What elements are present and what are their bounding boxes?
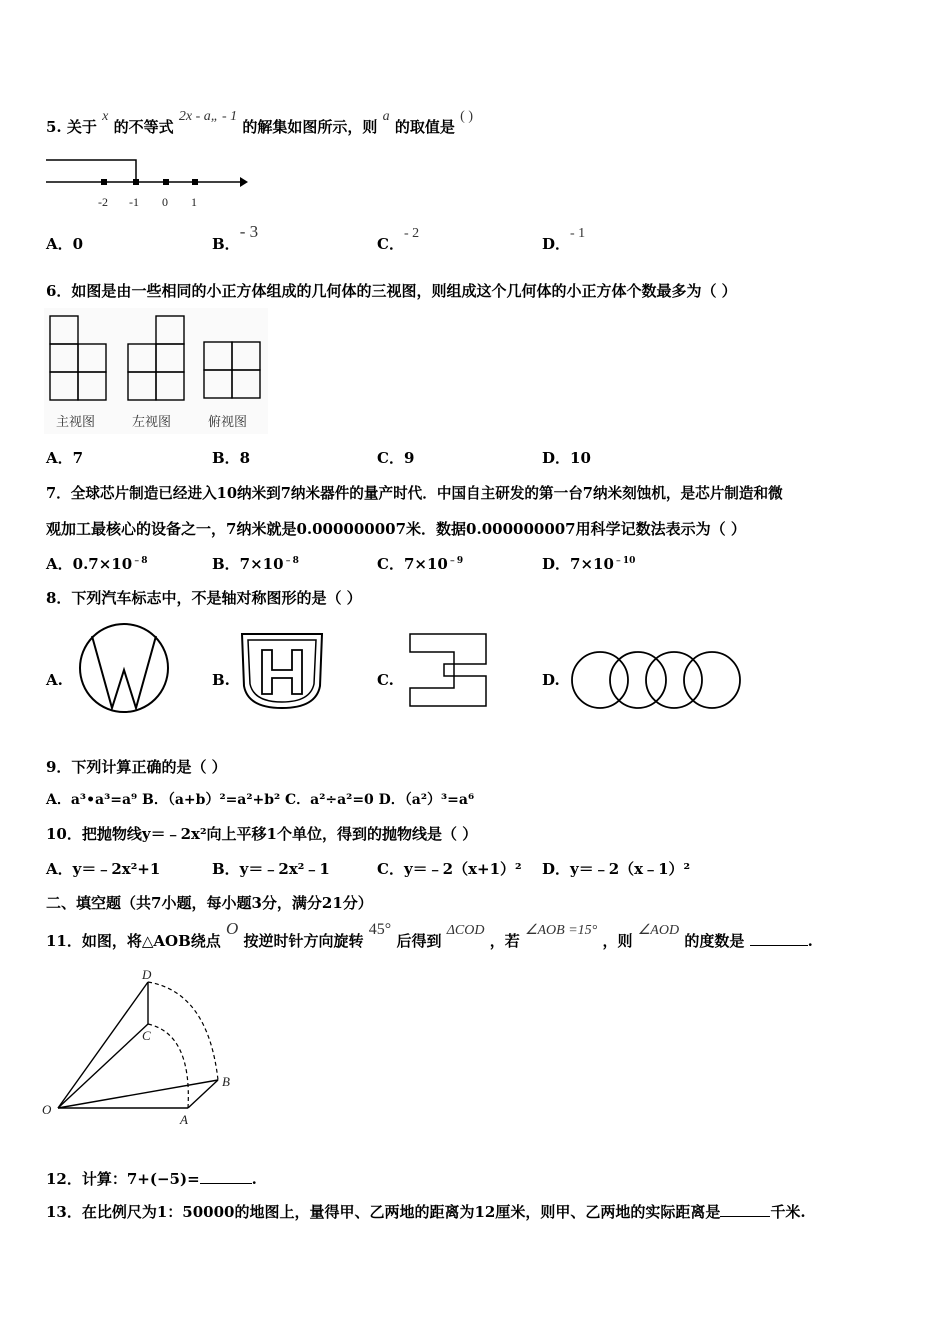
q13-answer-blank[interactable] xyxy=(720,1202,770,1217)
q5-text-3: 的解集如图所示，则 xyxy=(242,118,378,136)
tick-mark xyxy=(101,179,107,185)
q8-stem: 8．下列汽车标志中，不是轴对称图形的是（ ） xyxy=(46,589,362,607)
q11-angle-aod: ∠AOD xyxy=(637,923,680,938)
segment-od xyxy=(58,982,148,1108)
tick-mark xyxy=(163,179,169,185)
front-view-caption: 主视图 xyxy=(56,415,96,430)
q5-number-line xyxy=(44,150,250,214)
q9-stem: 9．下列计算正确的是（ ） xyxy=(46,758,227,776)
q7-stem-line2: 观加工最核心的设备之一，7纳米就是0.000000007米．数据0.000000007用科学记数法表示为（ ） xyxy=(46,520,746,538)
top-view-caption: 俯视图 xyxy=(208,415,248,430)
shape-c-logo-icon xyxy=(406,630,490,710)
q6-stem: 6．如图是由一些相同的小正方体组成的几何体的三视图，则组成这个几何体的小正方体个数最多为（ ） xyxy=(46,282,737,300)
q5-number: 5. xyxy=(46,118,62,136)
q11-answer-blank[interactable] xyxy=(750,931,808,946)
tick-mark xyxy=(192,179,198,185)
q5-text-2: 的不等式 xyxy=(113,118,174,136)
q8-option-a[interactable]: A. xyxy=(46,671,63,689)
q7-stem-line1: 7．全球芯片制造已经进入10纳米到7纳米器件的量产时代．中国自主研发的第一台7纳米刻蚀机，是芯片制造和微 xyxy=(46,485,783,502)
q10-option-c[interactable]: C．y＝﹣2（x+1）² xyxy=(377,860,522,878)
number-line-arrow xyxy=(240,177,248,187)
tick-label: -2 xyxy=(98,195,108,209)
label-o: O xyxy=(42,1102,52,1117)
label-c: C xyxy=(142,1028,151,1043)
q12-answer-blank[interactable] xyxy=(200,1169,252,1184)
arc-ca xyxy=(148,1024,188,1108)
q7-option-a[interactable]: A．$0.7\times 10^{﹣8}$ xyxy=(46,555,148,573)
q6-option-b[interactable]: B．8 xyxy=(212,449,251,467)
q8-option-b[interactable]: B. xyxy=(212,671,230,689)
q10-option-a[interactable]: A．y＝﹣2x²+1 xyxy=(46,860,161,878)
q11-stem: 11．如图，将△AOB绕点 O 按逆时针方向旋转 45° 后得到 ΔCOD ，若 ∠AOB =15° ，则 ∠AOD 的度数是 . xyxy=(46,919,813,950)
q10-option-b[interactable]: B．y＝﹣2x²﹣1 xyxy=(212,860,330,878)
segment-oc xyxy=(58,1024,148,1108)
left-view-caption: 左视图 xyxy=(132,415,172,430)
tick-mark xyxy=(133,179,139,185)
q5-option-a[interactable]: A．0 xyxy=(46,235,84,253)
audi-rings-logo-icon xyxy=(568,648,744,712)
q9-options[interactable]: A．a³•a³=a⁹ B．（a+b）²=a²+b² C．a²÷a²=0 D．（a²）³=a⁶ xyxy=(46,792,475,808)
tick-label: -1 xyxy=(129,195,139,209)
q7-option-c[interactable]: C．$7\times 10^{﹣9}$ xyxy=(377,555,464,573)
q11-rotation-figure xyxy=(40,962,250,1130)
q5-var-a: a xyxy=(382,109,390,124)
segment-ob xyxy=(58,1080,218,1108)
q7-option-b[interactable]: B．$7\times 10^{﹣8}$ xyxy=(212,555,299,573)
q6-option-c[interactable]: C．9 xyxy=(377,449,415,467)
q5-stem xyxy=(46,109,473,137)
label-a: A xyxy=(180,1112,188,1127)
q6-three-views xyxy=(44,308,268,434)
label-d: D xyxy=(142,967,152,982)
q5-answer-paren: ( ) xyxy=(460,109,473,124)
q12-stem: 12．计算：7+(−5)= . xyxy=(46,1170,257,1188)
q11-angle-aob: ∠AOB =15° xyxy=(524,923,598,938)
q5-var-x: x xyxy=(102,109,109,124)
honda-logo-icon xyxy=(236,628,328,714)
section-2-title: 二、填空题（共7小题，每小题3分，满分21分） xyxy=(46,894,373,912)
q6-option-a[interactable]: A．7 xyxy=(46,449,84,467)
q5-option-b[interactable]: B．- 3 xyxy=(212,222,259,253)
q11-triangle-cod: ΔCOD xyxy=(446,923,485,938)
q6-option-d[interactable]: D．10 xyxy=(542,449,591,467)
q13-stem: 13．在比例尺为1：50000的地图上，量得甲、乙两地的距离为12厘米，则甲、乙两地的实际距离是 千米. xyxy=(46,1203,806,1221)
q8-option-d[interactable]: D. xyxy=(542,671,560,689)
q7-option-d[interactable]: D．$7\times 10^{﹣10}$ xyxy=(542,555,636,573)
solution-bracket xyxy=(46,160,136,182)
label-b: B xyxy=(222,1074,230,1089)
q5-text-1: 关于 xyxy=(66,118,97,136)
arc-db xyxy=(148,982,218,1080)
q10-stem: 10．把抛物线y＝﹣2x²向上平移1个单位，得到的抛物线是（ ） xyxy=(46,825,478,843)
q5-option-c[interactable]: C．- 2 xyxy=(377,226,420,253)
q10-option-d[interactable]: D．y＝﹣2（x﹣1）² xyxy=(542,860,691,878)
q8-option-c[interactable]: C. xyxy=(377,671,394,689)
q11-angle: 45° xyxy=(368,921,392,938)
q5-text-4: 的取值是 xyxy=(394,118,455,136)
tick-label: 1 xyxy=(191,195,197,209)
tick-label: 0 xyxy=(162,195,168,209)
q11-point-o: O xyxy=(226,919,239,938)
q5-inequality: 2x - a„ - 1 xyxy=(178,109,238,124)
q5-option-d[interactable]: D．- 1 xyxy=(542,226,586,253)
vw-logo-icon xyxy=(74,620,174,716)
